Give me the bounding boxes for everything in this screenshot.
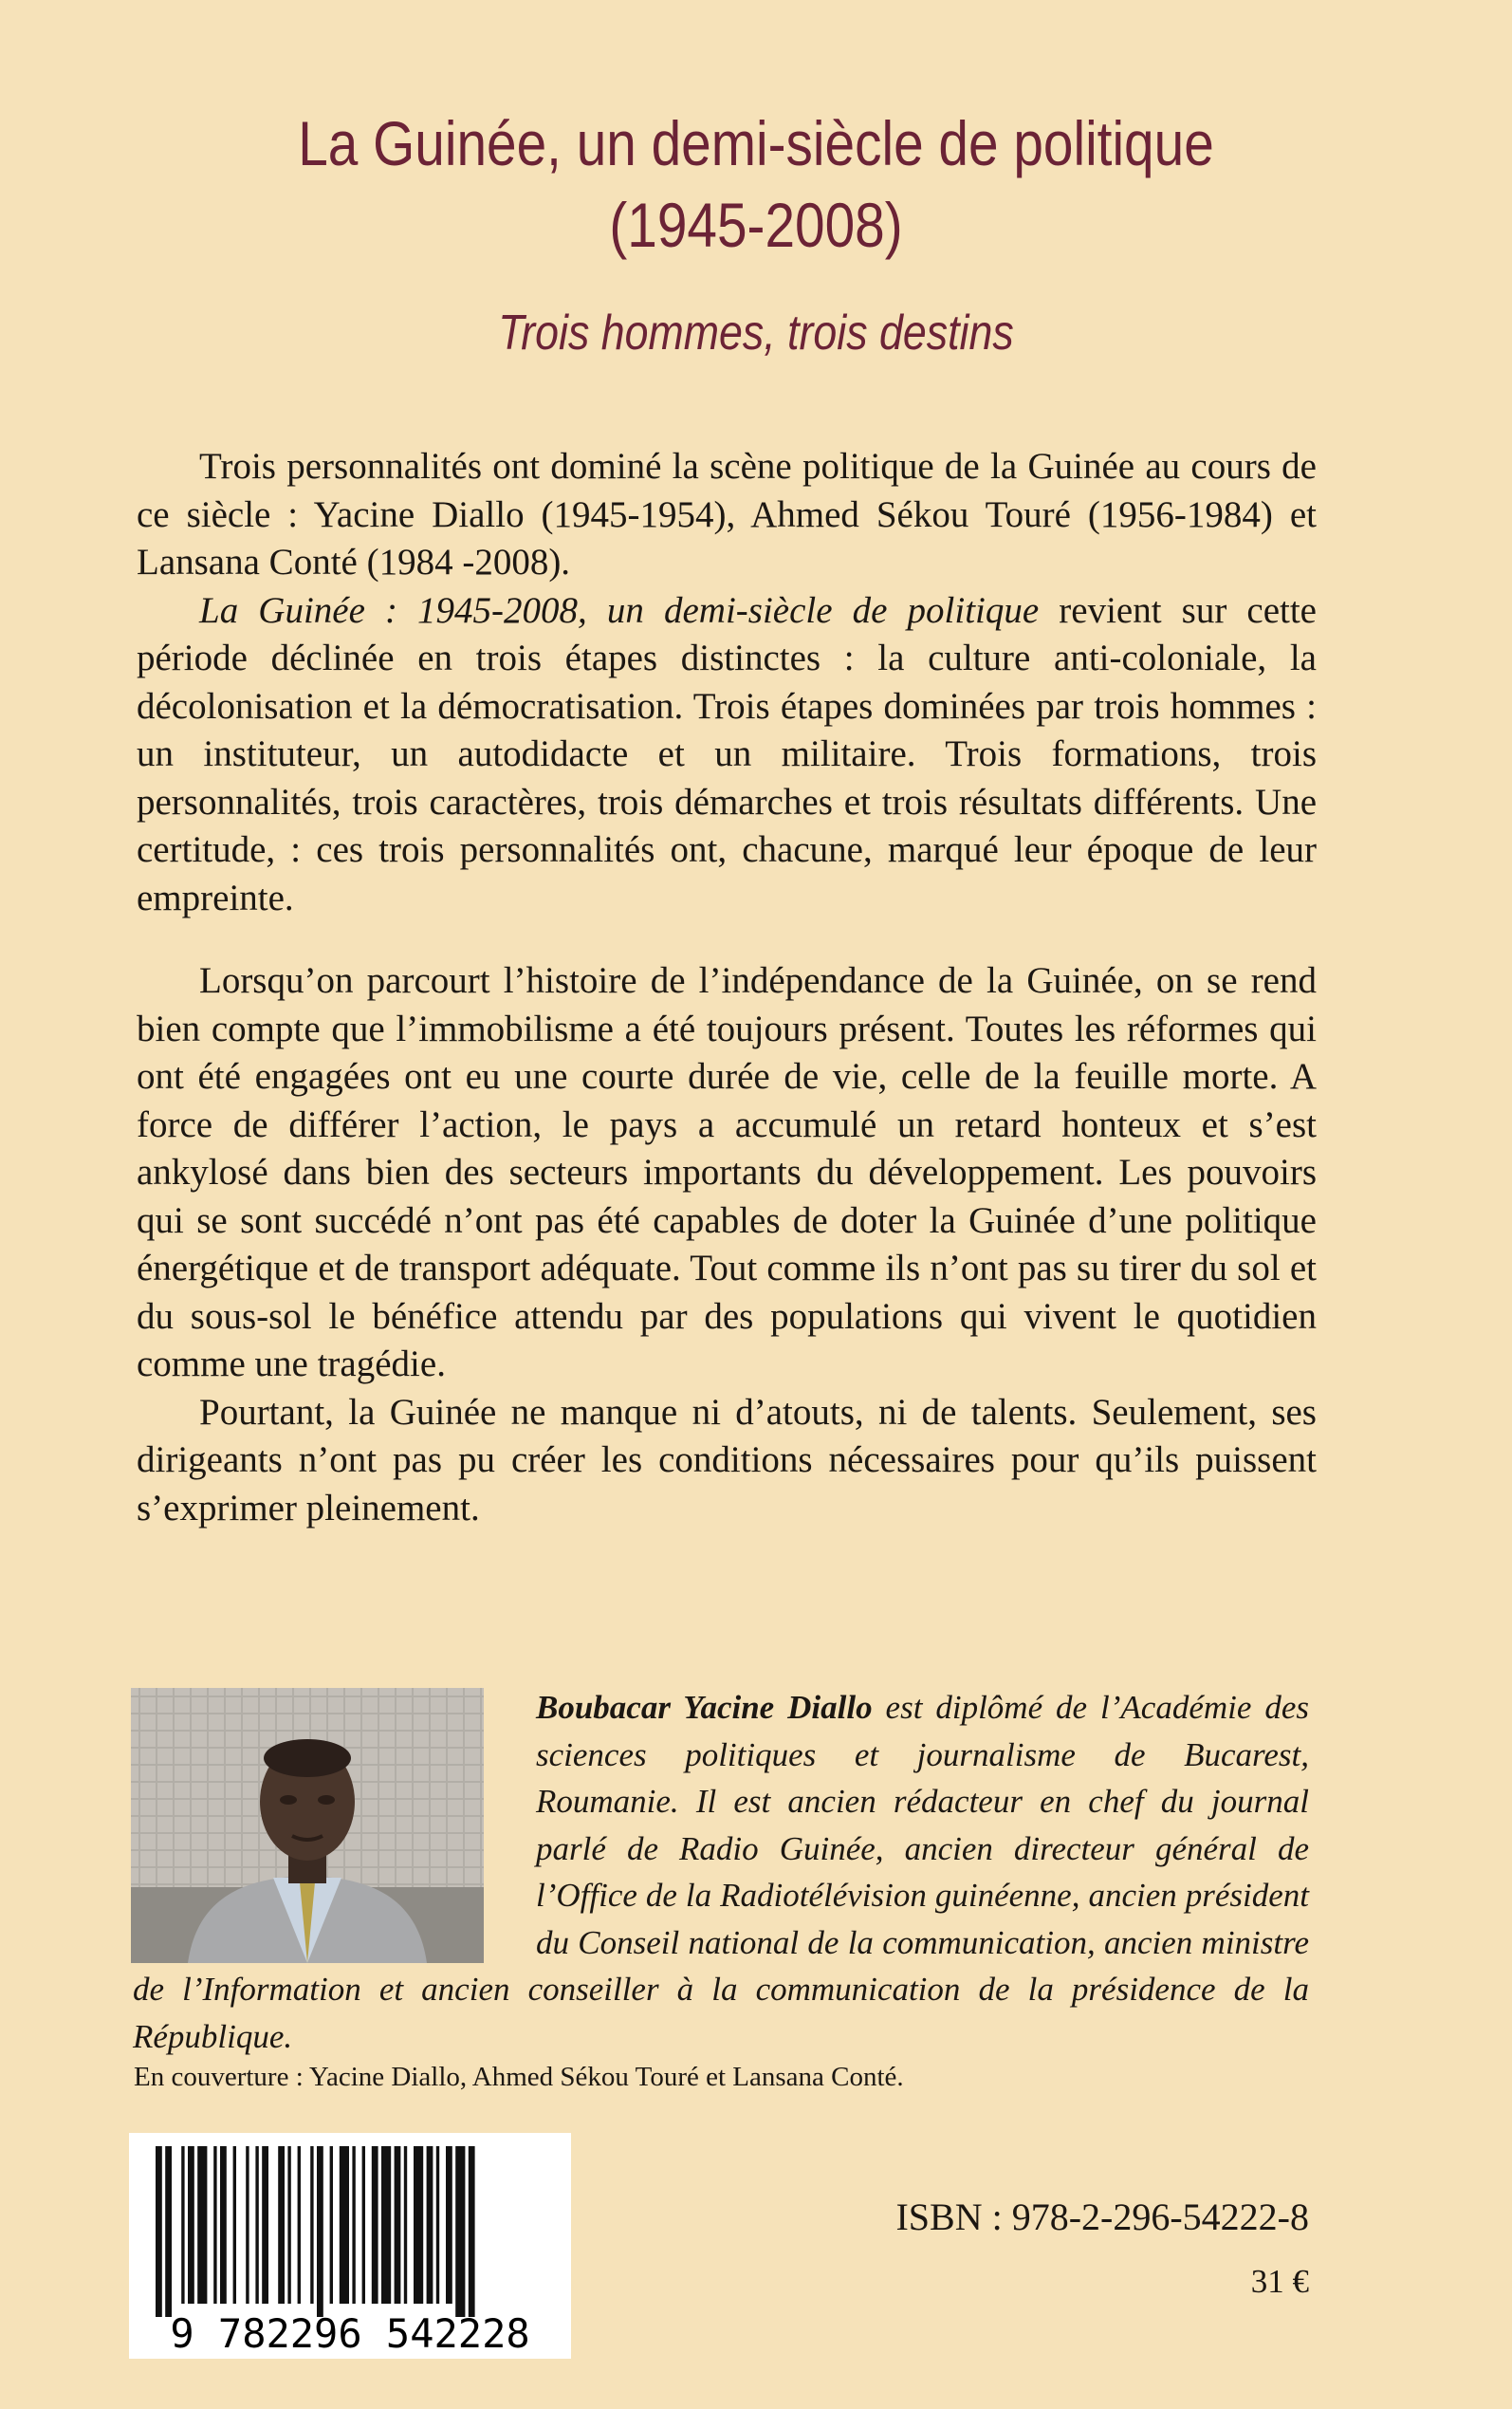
barcode-bar [188, 2146, 194, 2304]
barcode-bar [213, 2146, 216, 2304]
book-title: La Guinée, un demi-siècle de politique [298, 108, 1214, 178]
barcode-bar [446, 2146, 452, 2304]
isbn-barcode [129, 2133, 571, 2359]
barcode-bar [469, 2146, 475, 2317]
barcode-bar [181, 2146, 184, 2304]
barcode-bar [352, 2146, 355, 2304]
barcode-bar [310, 2146, 313, 2304]
barcode-bar [455, 2146, 465, 2317]
barcode-bar [287, 2146, 290, 2304]
book-subtitle: Trois hommes, trois destins [498, 306, 1014, 361]
blurb-intro [137, 443, 1317, 922]
price-label: 31 € [1250, 2263, 1309, 2300]
blurb-paragraph-3: Lorsqu’on parcourt l’histoire de l’indépendance de la Guinée, on se rend bien compte que l’immobilisme a été toujours présent. Toutes les réformes qui ont été engagées ont eu une courte durée de vie, celle de la feuille morte. A force de différer l’action, le pays a accumulé un retard honteux et s’est ankylosé dans bien des secteurs importants du développement. Les pouvoirs qui se sont succédé n’ont pas été capables de doter la Guinée d’une politique énergétique et de transport adéquate. Tout comme ils n’ont pas su tirer du sol et du sous-sol le bénéfice attendu par des populations qui vivent le quotidien comme une tragédie. [137, 960, 1317, 1384]
blurb-analysis [137, 957, 1317, 1532]
author-bio [133, 1684, 1309, 2060]
barcode-bar [298, 2146, 301, 2304]
barcode-graphic [129, 2133, 571, 2359]
barcode-bar [262, 2146, 268, 2304]
barcode-bar [395, 2146, 401, 2304]
author-name: Boubacar Yacine Diallo [536, 1689, 873, 1726]
barcode-bar [278, 2146, 285, 2304]
barcode-bar [362, 2146, 365, 2304]
author-bio-text: est diplômé de l’Académie des sciences politiques et journalisme de Bucarest, Roumanie. Il est ancien rédacteur en chef du journal parlé de Radio Guinée, ancien directeur général de l’Office de la Radiotélévision guinéenne, ancien président du Conseil national de la communication, ancien ministre de l’Information et ancien conseiller à la communication de la présidence de la République. [133, 1689, 1309, 2055]
barcode-bar [156, 2146, 162, 2317]
barcode-bar [372, 2146, 378, 2304]
barcode-bar [340, 2146, 349, 2304]
barcode-bar [381, 2146, 391, 2304]
barcode-bar [255, 2146, 258, 2304]
blurb-paragraph-2-text: revient sur cette période déclinée en trois étapes distinctes : la culture anti-coloniale, la décolonisation et la démocratisation. Trois étapes dominées par trois hommes : un instituteur, un autodidacte et un militaire. Trois formations, trois personnalités, trois caractères, trois démarches et trois résultats différents. Une certitude, : ces trois personnalités ont, chacune, marqué leur époque de leur empreinte. [137, 589, 1317, 918]
barcode-bar [165, 2146, 172, 2317]
book-title-reference: La Guinée : 1945-2008, un demi-siècle de politique [199, 589, 1040, 631]
book-title-years: (1945-2008) [609, 190, 903, 260]
barcode-bar [404, 2146, 407, 2304]
blurb-paragraph-4: Pourtant, la Guinée ne manque ni d’atouts, ni de talents. Seulement, ses dirigeants n’ont pas pu créer les conditions nécessaires pour qu’ils puissent s’exprimer pleinement. [137, 1391, 1317, 1529]
barcode-digits: 9 782296 542228 [170, 2310, 530, 2357]
barcode-bar [220, 2146, 227, 2304]
cover-credit: En couverture : Yacine Diallo, Ahmed Sékou Touré et Lansana Conté. [134, 2062, 904, 2092]
blurb-paragraph-2 [137, 587, 1317, 923]
barcode-bar [197, 2146, 207, 2304]
barcode-bar [317, 2146, 323, 2317]
barcode-bar [414, 2146, 423, 2304]
blurb-paragraph-1: Trois personnalités ont dominé la scène politique de la Guinée au cours de ce siècle : Yacine Diallo (1945-1954), Ahmed Sékou Touré (1956-1984) et Lansana Conté (1984 -2008). [137, 446, 1317, 583]
barcode-bar [246, 2146, 249, 2304]
barcode-bar [233, 2146, 236, 2304]
barcode-bar [427, 2146, 433, 2304]
isbn-number: ISBN : 978-2-296-54222-8 [895, 2196, 1309, 2238]
barcode-bar [330, 2146, 333, 2304]
barcode-bar [436, 2146, 439, 2304]
